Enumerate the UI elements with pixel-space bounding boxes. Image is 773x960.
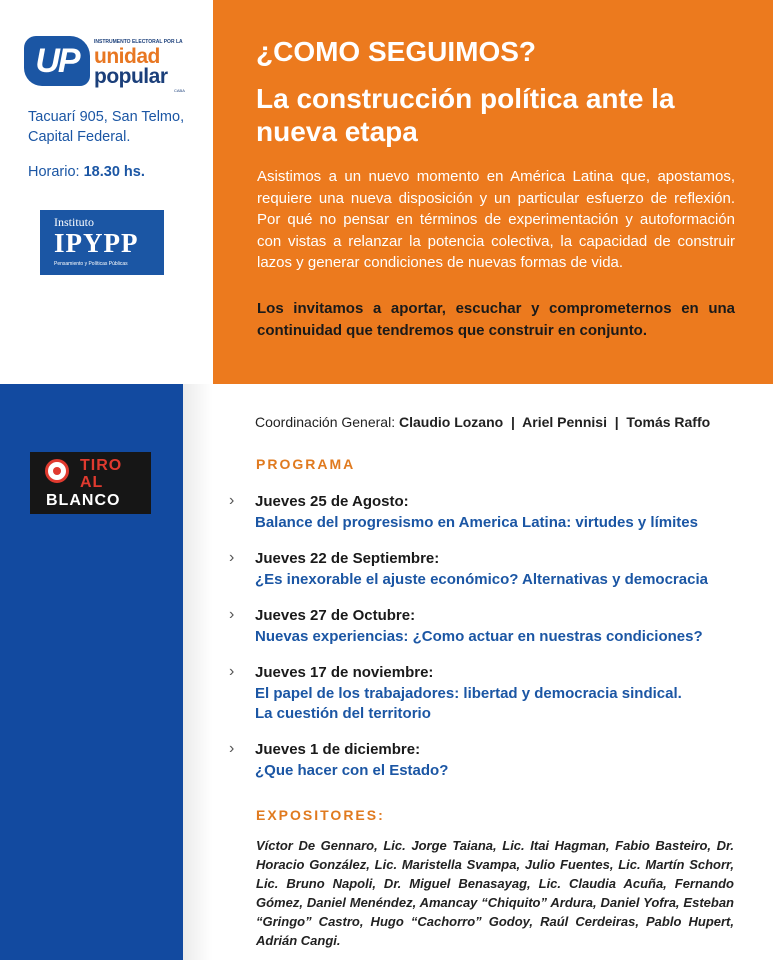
sub-title: La construcción política ante la nueva etapa xyxy=(256,83,675,147)
chevron-right-icon: › xyxy=(229,549,235,566)
up-logo-tagline: INSTRUMENTO ELECTORAL POR LA xyxy=(94,39,183,45)
chevron-right-icon: › xyxy=(229,740,235,757)
intro-paragraph: Asistimos a un nuevo momento en América Latina que, apostamos, requiere una nueva disposición y un particular esfuerzo de reflexión. Por qué no pensar en términos de experimentación y autoformación con vistas a relanzar la potencia colectiva, la capacidad de construir lazos y generar condiciones de nuevas formas de vida. xyxy=(257,168,735,271)
up-logo-mark: UP xyxy=(24,36,90,86)
program-date: Jueves 22 de Septiembre: xyxy=(255,550,440,567)
tiro-line-2: AL xyxy=(80,474,104,491)
tiro-line-3: BLANCO xyxy=(46,492,121,509)
expositores-list: Víctor De Gennaro, Lic. Jorge Taiana, Lic. Itai Hagman, Fabio Basteiro, Dr. Horacio González, Lic. Maristella Svampa, Julio Fuentes, Lic. Martín Schorr, Lic. Bruno Napoli, Dr. Miguel Benasayag, Lic. Claudia Acuña, Fernando Gómez, Daniel Menéndez, Amancay “Chiquito” Ardura, Daniel Yofra, Esteban “Gringo” Castro, Hugo “Cachorro” Godoy, Raúl Cerdeiras, Pablo Hupert, Adrián Cangi. xyxy=(256,838,734,948)
coordination-label: Coordinación General: xyxy=(255,414,396,430)
program-topic: ¿Que hacer con el Estado? xyxy=(255,762,449,779)
expositores-heading: EXPOSITORES: xyxy=(256,807,385,823)
program-date: Jueves 1 de diciembre: xyxy=(255,741,421,758)
program-topic: Balance del progresismo en America Latina: virtudes y límites xyxy=(255,514,698,531)
chevron-right-icon: › xyxy=(229,606,235,623)
program-date: Jueves 25 de Agosto: xyxy=(255,493,409,510)
up-logo-word-unidad: unidad xyxy=(94,45,160,68)
chevron-right-icon: › xyxy=(229,492,235,509)
program-date: Jueves 27 de Octubre: xyxy=(255,607,416,624)
ipypp-subtitle: Pensamiento y Políticas Públicas xyxy=(54,261,128,267)
main-title: ¿COMO SEGUIMOS? xyxy=(256,36,536,67)
unidad-popular-logo xyxy=(24,36,185,93)
program-topic: Nuevas experiencias: ¿Como actuar en nuestras condiciones? xyxy=(255,628,703,645)
up-logo-word-popular: popular xyxy=(94,65,168,88)
ipypp-instituto-label: Instituto xyxy=(54,215,95,229)
venue-address xyxy=(28,107,208,147)
schedule-value: 18.30 hs. xyxy=(83,164,145,180)
ipypp-logo xyxy=(40,210,164,275)
program-topic: ¿Es inexorable el ajuste económico? Alternativas y democracia xyxy=(255,571,708,588)
tiro-al-blanco-logo xyxy=(30,452,151,514)
coordination-line xyxy=(255,414,710,430)
address-line-2: Capital Federal. xyxy=(28,129,131,145)
coordination-names: Claudio Lozano | Ariel Pennisi | Tomás Raffo xyxy=(398,414,711,430)
program-date: Jueves 17 de noviembre: xyxy=(255,664,434,681)
chevron-right-icon: › xyxy=(229,663,235,680)
schedule-time xyxy=(28,164,145,180)
programa-heading: PROGRAMA xyxy=(256,456,356,472)
band-shadow xyxy=(183,384,213,960)
invitation-paragraph: Los invitamos a aportar, escuchar y comprometernos en una continuidad que tendremos que construir en conjunto. xyxy=(257,300,735,339)
target-icon xyxy=(45,459,69,483)
ipypp-name: IPYPP xyxy=(54,228,139,258)
program-topic: El papel de los trabajadores: libertad y democracia sindical. xyxy=(255,685,682,702)
program-topic-line-2: La cuestión del territorio xyxy=(255,705,431,722)
tiro-line-1: TIRO xyxy=(80,457,123,474)
schedule-label: Horario: xyxy=(28,164,80,180)
up-logo-region: CABA xyxy=(174,88,185,93)
address-line-1: Tacuarí 905, San Telmo, xyxy=(28,109,185,125)
